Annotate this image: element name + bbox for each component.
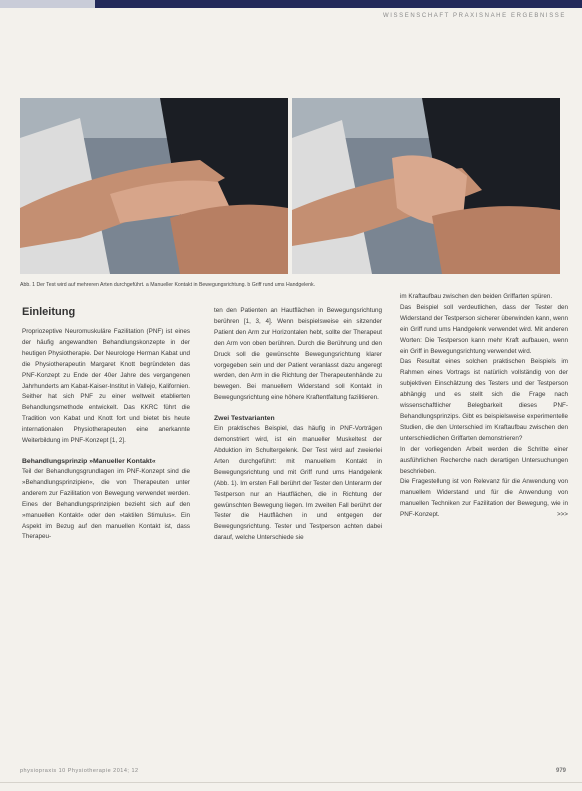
photo-a-manual-contact — [20, 98, 288, 274]
footer-journal: physiopraxis 10 Physiotherapie 2014; 12 — [20, 768, 139, 774]
continue-marker: >>> — [556, 511, 568, 519]
article-column-3 — [400, 292, 568, 521]
figure-photos — [20, 98, 560, 274]
paragraph-col3-b: Das Beispiel soll verdeutlichen, dass der Tester den Widerstand der Testperson sicherer überwinden kann, wenn ein Griff rund ums Handgelenk verwendet wird. Mit anderen Worten: Die Testperson kann mehr Kraft aufbauen, wenn ein Griff in Bewegungsrichtung verwendet wird. — [400, 303, 568, 355]
paragraph-behandlungsprinzip: Teil der Behandlungsgrundlagen im PNF-Konzept sind die »Behandlungsprinzipien«, die von Therapeuten unter anderem zur Fazilitation von Bewegung verwendet werden. Eines der Behandlungsprinzipien bezieht sich auf den »manuellen Kontakt« oder den »taktilen Stimulus«. Ein Aspekt im Bezug auf den manuellen Kontakt ist, dass Therapeu- — [22, 467, 190, 541]
paragraph-col3-a: im Kraftaufbau zwischen den beiden Griffarten spüren. — [400, 293, 553, 300]
figure-caption: Abb. 1 Der Test wird auf mehreren Arten durchgeführt. a Manueller Kontakt in Bewegungsrichtung. b Griff rund ums Handgelenk. — [20, 282, 316, 288]
subheading-testvarianten: Zwei Testvarianten — [214, 415, 275, 423]
paragraph-col3-d: In der vorliegenden Arbeit werden die Schritte einer ausführlichen Recherche nach derartigen Untersuchungen beschrieben. — [400, 445, 568, 475]
paragraph-col2-b: Ein praktisches Beispiel, das häufig in PNF-Vorträgen demonstriert wird, ist ein manueller Muskeltest der Abduktion im Schultergelenk. Der Test wird auf zweierlei Arten durchgeführt: mit manuellem Kontakt in Bewegungsrichtung und mit Griff rund ums Handgelenk (Abb. 1). Im ersten Fall berührt der Tester den Unterarm der Testperson nur an Hautflächen, die in Richtung der gewünschten Bewegung liegen. Im zweiten Fall berührt der Tester die Hautflächen in und entgegen der Bewegungsrichtung. Tester und Testperson achten dabei darauf, welche Unterschiede sie — [214, 425, 382, 542]
photo-b-wrist-grip — [292, 98, 560, 274]
article-column-1 — [22, 306, 190, 543]
footer-divider — [0, 782, 582, 783]
paragraph-col3-e — [400, 477, 568, 521]
heading-einleitung: Einleitung — [22, 306, 76, 318]
section-header: WISSENSCHAFT PRAXISNAHE ERGEBNISSE — [383, 13, 566, 19]
paragraph-intro: Propriozeptive Neuromuskuläre Fazilitation (PNF) ist eines der häufig angewandten Behandlungskonzepte in der heutigen Physiotherapie. Der Neurologe Herman Kabat und die Physiotherapeutin Margaret Knott begründeten das PNF-Konzept zu Ende der 40er Jahre des vergangenen Jahrhunderts am Kabat-Kaiser-Institut in Vallejo, Kalifornien. Seither hat sich PNF zu einer weltweit etablierten Behandlungsmethode entwickelt. Das KKRC führt die Tradition von Kabat und Knott fort und bietet bis heute internationalen Physiotherapeuten eine anerkannte Weiterbildung im PNF-Konzept [1, 2]. — [22, 328, 190, 445]
article-column-2 — [214, 306, 382, 544]
paragraph-col3-e-text: Die Fragestellung ist von Relevanz für die Anwendung von manuellem Widerstand und für die Anwendung von manuellen Techniken zur Fazilitation der Bewegung, wie in PNF-Konzept. — [400, 478, 568, 519]
page-number: 979 — [555, 768, 566, 774]
paragraph-col3-c: Das Resultat eines solchen praktischen Beispiels im Rahmen eines Vortrags ist natürlich vollständig von der subjektiven Einschätzung des Testers und der Testperson abhängig und es stellt sich die Frage nach wissenschaftlicher Belegbarkeit dieses PNF-Behandlungsprinzips. Gibt es beispielsweise experimentelle Studien, die den Unterschied im Kraftaufbau zwischen den unterschiedlichen Griffarten demonstrieren? — [400, 358, 568, 442]
subheading-behandlungsprinzip: Behandlungsprinzip »Manueller Kontakt« — [22, 457, 156, 465]
top-bar-accent — [0, 0, 95, 8]
paragraph-col2-a: ten den Patienten an Hautflächen in Bewegungsrichtung berühren [1, 3, 4]. Wenn beispielsweise ein sitzender Patient den Arm zur Horizontalen hebt, sollte der Therapeut den Arm von oben berühren. Durch die Berührung und den Druck soll die gewünschte Bewegungsrichtung klarer vorgegeben sein und der Patient veranlasst dazu angeregt werden, den Arm in die Richtung der Therapeutenhände zu bewegen. Bei manuellem Widerstand soll Kontakt in Bewegungsrichtung eine höhere Kraftentfaltung fazilitieren. — [214, 307, 382, 402]
